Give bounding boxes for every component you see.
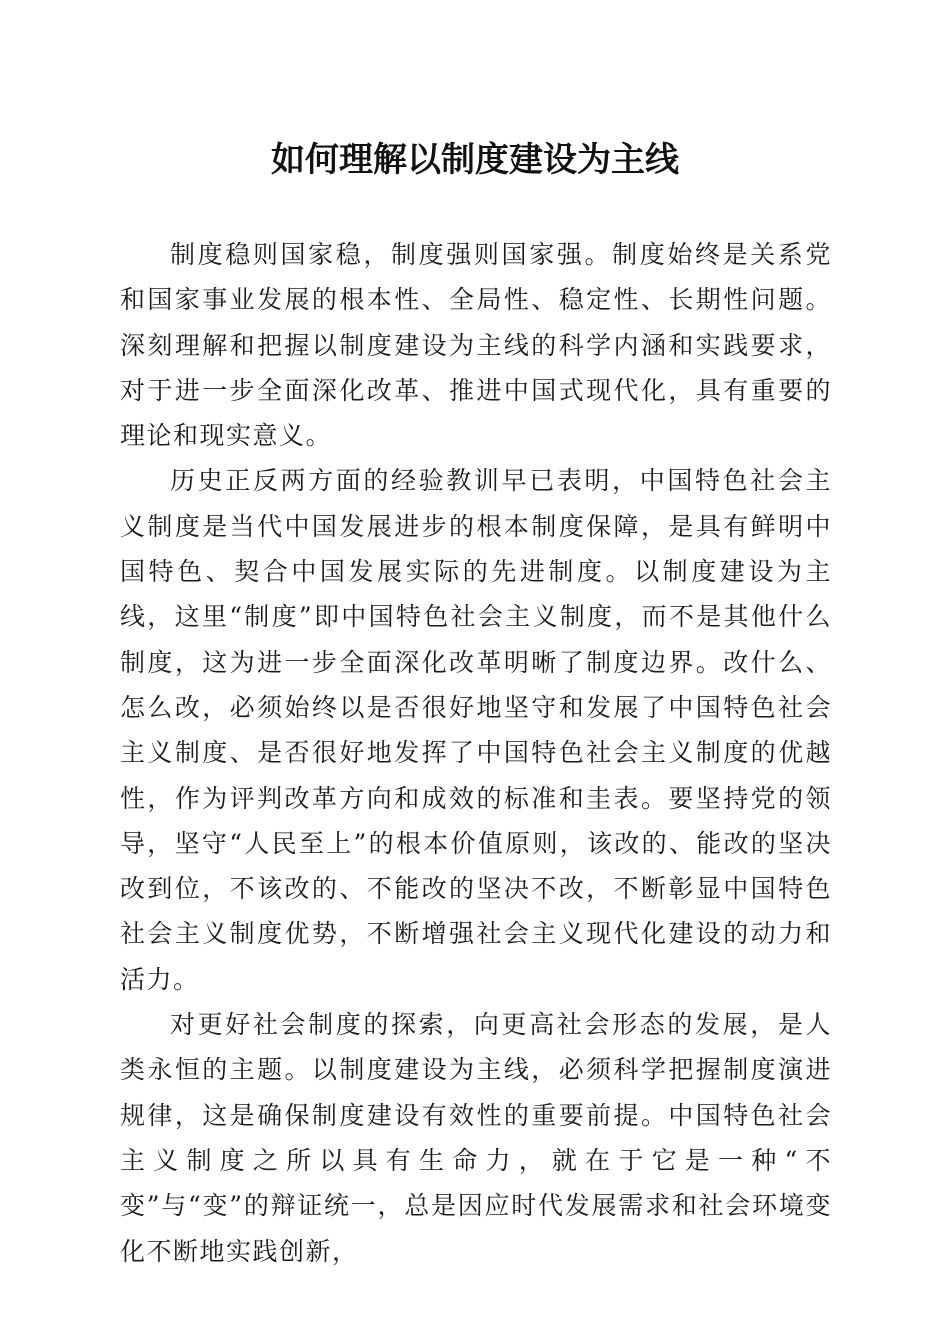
document-title: 如何理解以制度建设为主线 <box>271 140 679 180</box>
paragraph-1: 制度稳则国家稳，制度强则国家强。制度始终是关系党和国家事业发展的根本性、全局性、稳定性、长期性问题。深刻理解和把握以制度建设为主线的科学内涵和实践要求，对于进一步全面深化改革、推进中国式现代化，具有重要的理论和现实意义。 <box>120 240 832 451</box>
paragraph-2: 历史正反两方面的经验教训早已表明，中国特色社会主义制度是当代中国发展进步的根本制度保障，是具有鲜明中国特色、契合中国发展实际的先进制度。以制度建设为主线，这里“制度”即中国特色社会主义制度，而不是其他什么制度，这为进一步全面深化改革明晰了制度边界。改什么、怎么改，必须始终以是否很好地坚守和发展了中国特色社会主义制度、是否很好地发挥了中国特色社会主义制度的优越性，作为评判改革方向和成效的标准和圭表。要坚持党的领导，坚守“人民至上”的根本价值原则，该改的、能改的坚决改到位，不该改的、不能改的坚决不改，不断彰显中国特色社会主义制度优势，不断增强社会主义现代化建设的动力和活力。 <box>120 466 832 994</box>
document-body <box>120 232 832 1274</box>
paragraph-3: 对更好社会制度的探索，向更高社会形态的发展，是人类永恒的主题。以制度建设为主线，必须科学把握制度演进规律，这是确保制度建设有效性的重要前提。中国特色社会主义制度之所以具有生命力，就在于它是一种“不变”与“变”的辩证统一，总是因应时代发展需求和社会环境变化不断地实践创新， <box>120 1010 832 1266</box>
